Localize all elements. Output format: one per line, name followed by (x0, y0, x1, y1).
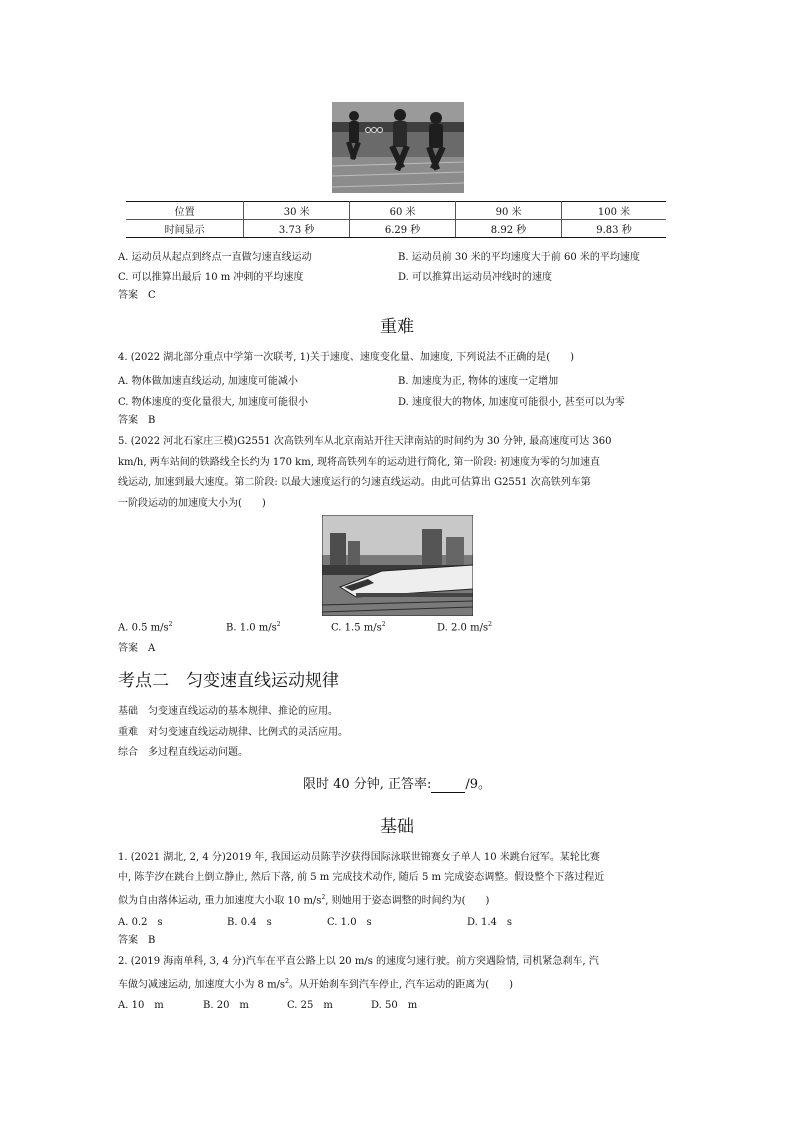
section-item: 重难 对匀变速直线运动规律、比例式的灵活应用。 (118, 727, 348, 738)
section-title: 考点二 匀变速直线运动规律 (118, 671, 339, 691)
question-5-line: 5. (2022 河北石家庄三模)G2551 次高铁列车从北京南站开往天津南站的时间约为 30 分钟, 最高速度可达 360 (118, 436, 612, 447)
option-a: A. 10 m (118, 1000, 164, 1011)
option-d: D. 可以推算出运动员冲线时的速度 (398, 272, 553, 283)
table-cell: 8.92 秒 (456, 220, 562, 238)
option-a: A. 运动员从起点到终点一直做匀速直线运动 (118, 252, 312, 263)
option-d: D. 1.4 s (467, 917, 513, 928)
timing-table (126, 201, 666, 238)
table-cell: 3.73 秒 (244, 220, 350, 238)
option-b: B. 20 m (203, 1000, 249, 1011)
section-item: 综合 多过程直线运动问题。 (118, 747, 248, 758)
option-b: B. 加速度为正, 物体的速度一定增加 (398, 376, 559, 387)
option-d: D. 速度很大的物体, 加速度可能很小, 甚至可以为零 (398, 397, 625, 408)
option-c: C. 物体速度的变化量很大, 加速度可能很小 (118, 397, 309, 408)
option-d: D. 2.0 $m/s^2$ (437, 621, 492, 634)
option-b: B. 1.0 $m/s^2$ (226, 621, 281, 634)
score-blank[interactable] (431, 780, 465, 793)
option-c: C. 1.0 s (327, 917, 372, 928)
question-2-line: 车做匀减速运动, 加速度大小为 8 $m/s^2$。从开始刹车到汽车停止, 汽车运动的距离为( ) (118, 978, 514, 991)
option-c: C. 25 m (287, 1000, 333, 1011)
option-c: C. 可以推算出最后 10 m 冲刺的平均速度 (118, 272, 304, 283)
table-cell: 100 米 (562, 202, 667, 220)
table-cell: 位置 (126, 202, 244, 220)
answer: 答案 B (118, 935, 156, 946)
heading-basic: 基础 (380, 817, 414, 837)
option-b: B. 运动员前 30 米的平均速度大于前 60 米的平均速度 (398, 252, 640, 263)
option-b: B. 0.4 s (227, 917, 272, 928)
table-cell: 90 米 (456, 202, 562, 220)
option-a: A. 物体做加速直线运动, 加速度可能减小 (118, 376, 298, 387)
answer: 答案 C (118, 290, 156, 301)
question-4-stem: 4. (2022 湖北部分重点中学第一次联考, 1)关于速度、速度变化量、加速度, 下列说法不正确的是( ) (118, 352, 575, 363)
sprinters-photo (332, 102, 464, 193)
question-1-line: 1. (2021 湖北, 2, 4 分)2019 年, 我国运动员陈芋汐获得国际泳联世锦赛女子单人 10 米跳台冠军。某轮比赛 (118, 852, 600, 863)
question-5-line: 线运动, 加速到最大速度。第二阶段: 以最大速度运行的匀速直线运动。由此可估算出 G2551 次高铁列车第 (118, 477, 591, 488)
table-row (126, 220, 666, 238)
question-2-line: 2. (2019 海南单科, 3, 4 分)汽车在平直公路上以 20 m/s 的速度匀速行驶。前方突遇险情, 司机紧急刹车, 汽 (118, 956, 599, 967)
option-a: A. 0.2 s (118, 917, 163, 928)
table-cell: 60 米 (350, 202, 456, 220)
question-1-line: 中, 陈芋汐在跳台上倒立静止, 然后下落, 前 5 m 完成技术动作, 随后 5 m 完成姿态调整。假设整个下落过程近 (118, 872, 605, 883)
table-cell: 时间显示 (126, 220, 244, 238)
question-5-line: 一阶段运动的加速度大小为( ) (118, 498, 266, 509)
table-row (126, 202, 666, 220)
table-cell: 6.29 秒 (350, 220, 456, 238)
table-cell: 30 米 (244, 202, 350, 220)
heading-hard: 重难 (380, 317, 414, 337)
train-photo (322, 515, 473, 616)
section-item: 基础 匀变速直线运动的基本规律、推论的应用。 (118, 706, 338, 717)
answer: 答案 A (118, 643, 156, 654)
time-limit: 限时 40 分钟, 正答率: /9。 (302, 777, 492, 792)
option-c: C. 1.5 $m/s^2$ (331, 621, 386, 634)
table-cell: 9.83 秒 (562, 220, 667, 238)
question-1-line: 似为自由落体运动, 重力加速度大小取 10 $m/s^2$, 则她用于姿态调整的时间约为( ) (118, 894, 490, 907)
option-d: D. 50 m (371, 1000, 418, 1011)
answer: 答案 B (118, 415, 156, 426)
option-a: A. 0.5 $m/s^2$ (118, 621, 173, 634)
question-5-line: km/h, 两车站间的铁路线全长约为 170 km, 现将高铁列车的运动进行简化, 第一阶段: 初速度为零的匀加速直 (118, 457, 600, 468)
